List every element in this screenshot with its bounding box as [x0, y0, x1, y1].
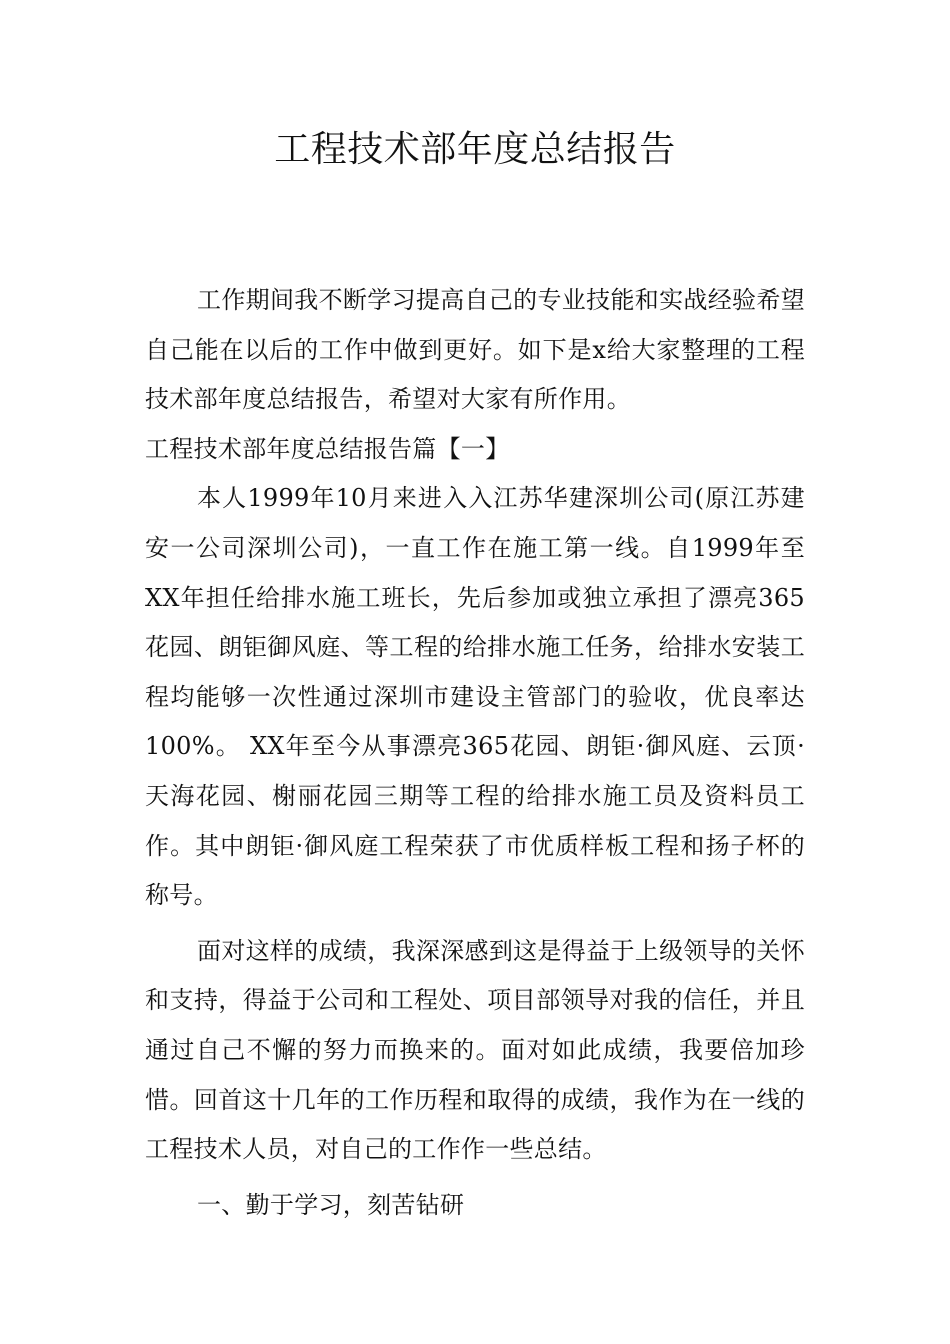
subheading-study: 一、勤于学习，刻苦钻研: [197, 1190, 465, 1219]
document-title: 工程技术部年度总结报告: [274, 129, 676, 170]
section-heading: 工程技术部年度总结报告篇【一】: [145, 434, 510, 463]
body-paragraph-1: 本人1999年10月来进入入江苏华建深圳公司(原江苏建安一公司深圳公司)，一直工作在施工第一线。自1999年至XX年担任给排水施工班长，先后参加或独立承担了漂亮365花园、朗钜御风庭、等工程的给排水施工任务，给排水安装工程均能够一次性通过深圳市建设主管部门的验收，优良率达100%。 XX年至今从事漂亮365花园、朗钜·御风庭、云顶·天海花园、榭丽花园三期等工程的给排水施工员及资料员工作。其中朗钜·御风庭工程荣获了市优质样板工程和扬子杯的称号。: [145, 484, 805, 910]
document-body: [145, 276, 805, 1230]
intro-paragraph: 工作期间我不断学习提高自己的专业技能和实战经验希望自己能在以后的工作中做到更好。如下是x给大家整理的工程技术部年度总结报告，希望对大家有所作用。: [145, 286, 805, 414]
body-paragraph-2: 面对这样的成绩，我深深感到这是得益于上级领导的关怀和支持，得益于公司和工程处、项目部领导对我的信任，并且通过自己不懈的努力而换来的。面对如此成绩，我要倍加珍惜。回首这十几年的工作历程和取得的成绩，我作为在一线的工程技术人员，对自己的工作作一些总结。: [145, 936, 805, 1164]
